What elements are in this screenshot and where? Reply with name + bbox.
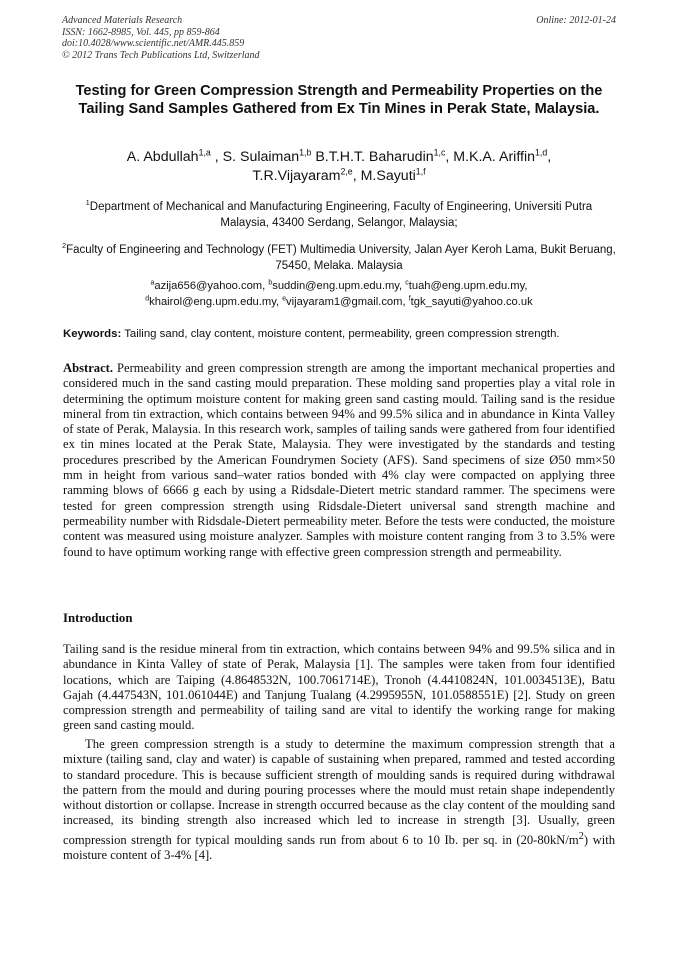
author-affiliation-mark: 1,f — [415, 166, 426, 177]
affiliation-2 — [60, 243, 618, 274]
affiliation-1 — [60, 200, 618, 231]
intro-paragraph-2 — [63, 737, 615, 864]
keywords-text: Tailing sand, clay content, moisture content, permeability, green compression strength. — [124, 328, 560, 340]
author-name: T.R.Vijayaram — [252, 168, 341, 184]
paper-title: Testing for Green Compression Strength and Permeability Properties on the Tailing Sand Samples Gathered from Ex Tin Mines in Perak State, Malaysia. — [75, 83, 603, 117]
abstract — [63, 361, 615, 560]
email-list — [60, 279, 618, 310]
email-mark: b — [268, 279, 273, 287]
abstract-text: Permeability and green compression strength are among the important mechanical properties and considered much in the sand casting mould preparation. These molding sand properties play a vital role in determining the optimum moisture content for making green sand casting mould. Tailing sand is the residue mineral from tin extraction, which contains between 94% and 99.5% silica and in abundance in Kinta Valley of state of Perak, Malaysia. In this research work, samples of tailing sands were gathered from four identified ex tin mines located at the Perak State, Malaysia. They were investigated by the standards and testing procedures prescribed by the American Foundrymen Society (AFS). Sand specimens of size Ø50 mm×50 mm in height from various sand–water ratios bonded with 4% clay were compacted on applying three ramming blows of 6666 g each by using a Ridsdale-Dietert metric standard rammer. The specimens were tested for green compression strength using Ridsdale-Dietert universal sand strength machine and permeability number with Ridsdale-Dietert permeability meter. Before the tests were conducted, the moisture content was measured using moisture analyzer. Samples with moisture content ranging from 3 to 3.5% were found to have optimum working range with effective green compression strength and permeability. — [63, 361, 615, 559]
affiliation-text: Faculty of Engineering and Technology (FET) Multimedia University, Jalan Ayer Keroh Lama, Bukit Beruang, 75450, Melaka. Malaysia — [66, 244, 616, 272]
email-separator: , — [399, 280, 406, 292]
author-affiliation-mark: 1,c — [433, 147, 446, 158]
email-separator: , — [262, 280, 269, 292]
author-separator: , — [352, 168, 361, 184]
journal-name: Advanced Materials Research — [62, 15, 183, 26]
affiliation-mark: 2 — [62, 242, 67, 251]
email-address[interactable]: tgk_sayuti@yahoo.co.uk — [410, 295, 533, 308]
email-address[interactable]: vijayaram1@gmail.com — [286, 295, 403, 308]
author-separator: , — [445, 149, 454, 165]
issn-line: ISSN: 1662-8985, Vol. 445, pp 859-864 — [62, 26, 220, 38]
abstract-label: Abstract. — [63, 361, 114, 375]
copyright-line: © 2012 Trans Tech Publications Ltd, Switzerland — [62, 49, 260, 61]
author-name: M.Sayuti — [360, 168, 416, 184]
section-heading-introduction: Introduction — [63, 611, 133, 625]
email-mark: e — [282, 294, 287, 302]
email-address[interactable]: khairol@eng.upm.edu.my — [149, 295, 276, 308]
doi-line: doi:10.4028/www.scientific.net/AMR.445.859 — [62, 38, 245, 49]
author-affiliation-mark: 1,d — [535, 147, 548, 158]
author-affiliation-mark: 1,b — [299, 147, 312, 158]
online-date: Online: 2012-01-24 — [536, 15, 616, 26]
author-affiliation-mark: 2,e — [340, 166, 353, 177]
email-separator: , — [275, 295, 283, 308]
author-name: B.T.H.T. Baharudin — [315, 149, 434, 165]
email-address[interactable]: suddin@eng.upm.edu.my — [272, 280, 400, 292]
author-separator: , — [547, 149, 552, 165]
unit-superscript: 2 — [578, 830, 584, 842]
email-separator: , — [402, 295, 409, 308]
intro-paragraph-2-tail: ) with moisture content of 3-4% [4]. — [63, 832, 615, 863]
author-name: S. Sulaiman — [222, 149, 300, 165]
affiliation-mark: 1 — [85, 199, 90, 208]
author-list — [60, 148, 618, 186]
intro-paragraph-2-text: The green compression strength is a study to determine the maximum compression strength that a mixture (tailing sand, clay and water) is capable of sustaining when prepared, rammed and tested according to standard procedure. This is because sufficient strength of moulding sands is required during withdrawal the pattern from the mould and during pouring processes where the mould must retain shape independently without distortion or collapse. Increase in strength occurred because as the clay content of the moulding sand increased, its binding strength also increased which led to increase in strength [3]. Usually, green compression strength for typical moulding sands run from about 6 to 10 Ib. per sq. in (20-80kN/m — [63, 737, 615, 847]
email-mark: a — [150, 279, 155, 287]
journal-header — [62, 15, 616, 61]
keywords-label: Keywords: — [63, 328, 122, 340]
author-affiliation-mark: 1,a — [198, 147, 211, 158]
email-mark: d — [145, 294, 150, 302]
email-mark: f — [408, 294, 411, 302]
author-name: A. Abdullah — [126, 149, 199, 165]
email-address[interactable]: azija656@yahoo.com — [154, 280, 263, 292]
email-mark: c — [405, 279, 409, 287]
keywords — [63, 327, 617, 341]
intro-paragraph-1: Tailing sand is the residue mineral from tin extraction, which contains between 94% and 99.5% silica and in abundance in Kinta Valley of state of Perak, Malaysia [1]. The samples were taken from four identified locations, which are Taiping (4.8648532N, 100.7061714E), Tronoh (4.4410824N, 101.0034513E), Batu Gajah (4.447543N, 101.061044E) and Tanjung Tualang (4.2995955N, 101.0588551E) [2]. Study on green compression strength and permeability of tailing sand are vital to identify the working range for making green sand casting mould. — [63, 642, 615, 733]
email-address[interactable]: tuah@eng.upm.edu.my, — [408, 280, 528, 292]
author-name: M.K.A. Ariffin — [453, 149, 536, 165]
affiliation-text: Department of Mechanical and Manufacturing Engineering, Faculty of Engineering, Universiti Putra Malaysia, 43400 Serdang, Selangor, Malaysia; — [89, 201, 593, 229]
author-separator: , — [210, 149, 223, 165]
